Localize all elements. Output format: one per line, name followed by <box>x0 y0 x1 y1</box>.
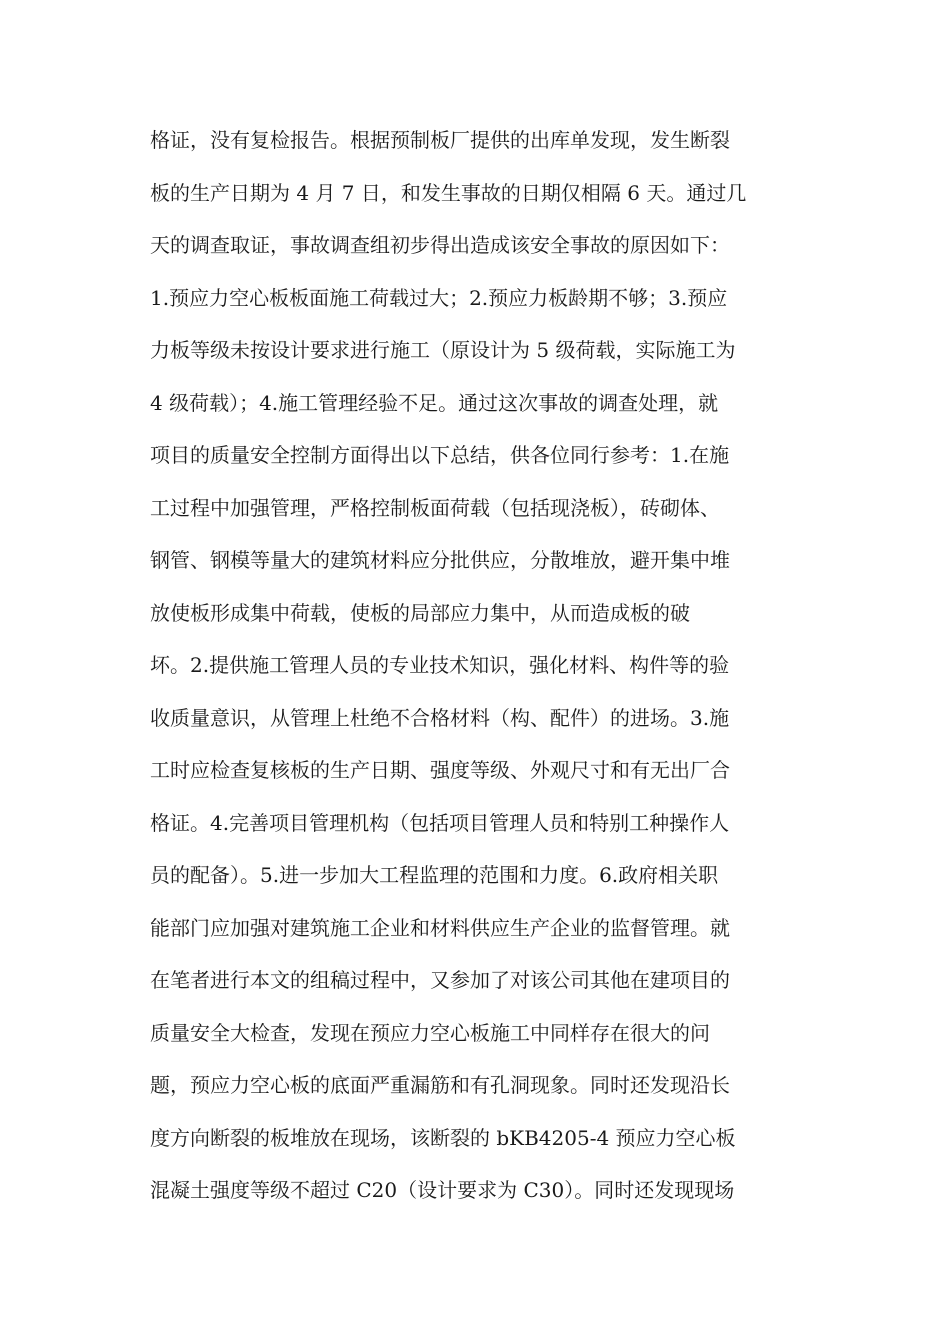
text-line: 度方向断裂的板堆放在现场，该断裂的 bKB4205-4 预应力空心板 <box>150 1125 736 1150</box>
text-line: 力板等级未按设计要求进行施工（原设计为 5 级荷载，实际施工为 <box>150 338 736 362</box>
text-line: 工时应检查复核板的生产日期、强度等级、外观尺寸和有无出厂合 <box>150 758 730 782</box>
text-line: 坏。2.提供施工管理人员的专业技术知识，强化材料、构件等的验 <box>150 653 730 677</box>
text-line: 质量安全大检查，发现在预应力空心板施工中同样存在很大的问 <box>150 1020 710 1045</box>
text-line: 1.预应力空心板板面施工荷载过大；2.预应力板龄期不够；3.预应 <box>150 285 728 310</box>
text-line: 天的调查取证，事故调查组初步得出造成该安全事故的原因如下： <box>150 233 730 257</box>
text-line: 员的配备）。5.进一步加大工程监理的范围和力度。6.政府相关职 <box>150 863 719 887</box>
text-line: 题，预应力空心板的底面严重漏筋和有孔洞现象。同时还发现沿长 <box>150 1073 730 1097</box>
text-line: 混凝土强度等级不超过 C20（设计要求为 C30）。同时还发现现场 <box>150 1178 735 1202</box>
text-line: 格证。4.完善项目管理机构（包括项目管理人员和特别工种操作人 <box>150 810 730 835</box>
body-text <box>150 118 810 1221</box>
text-line: 4 级荷载）；4.施工管理经验不足。通过这次事故的调查处理，就 <box>150 390 719 415</box>
text-line: 钢管、钢模等量大的建筑材料应分批供应，分散堆放，避开集中堆 <box>150 548 730 572</box>
text-line: 项目的质量安全控制方面得出以下总结，供各位同行参考：1.在施 <box>150 443 730 467</box>
text-line: 能部门应加强对建筑施工企业和材料供应生产企业的监督管理。就 <box>150 915 730 940</box>
text-line: 收质量意识，从管理上杜绝不合格材料（构、配件）的进场。3.施 <box>150 705 730 730</box>
text-line: 板的生产日期为 4 月 7 日，和发生事故的日期仅相隔 6 天。通过几 <box>150 180 747 205</box>
text-line: 放使板形成集中荷载，使板的局部应力集中，从而造成板的破 <box>150 600 690 625</box>
text-line: 在笔者进行本文的组稿过程中，又参加了对该公司其他在建项目的 <box>150 968 730 992</box>
text-line: 工过程中加强管理，严格控制板面荷载（包括现浇板），砖砌体、 <box>150 495 720 520</box>
text-line: 格证，没有复检报告。根据预制板厂提供的出库单发现，发生断裂 <box>150 128 730 152</box>
